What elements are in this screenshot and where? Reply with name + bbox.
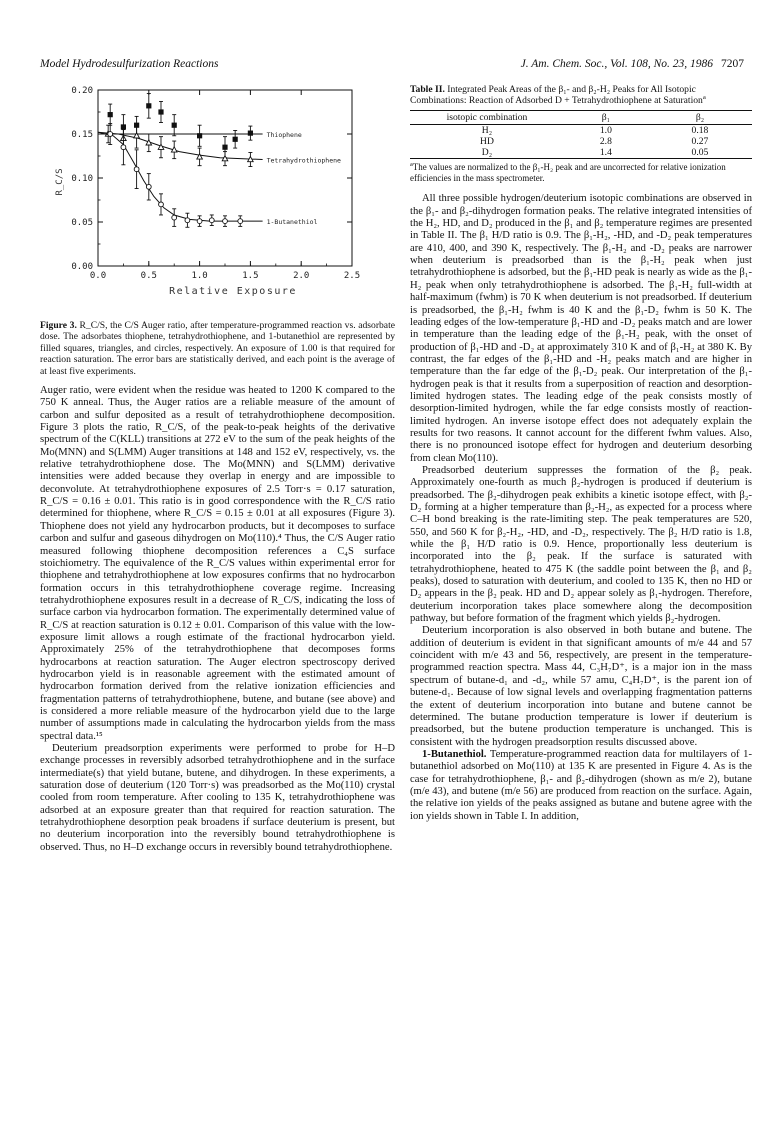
y-tick-label: 0.20	[71, 86, 93, 96]
section-heading-butanethiol: 1-Butanethiol.	[422, 748, 487, 760]
page-number: 7207	[721, 58, 744, 70]
data-point-square	[172, 123, 177, 128]
x-tick-label: 0.0	[89, 271, 107, 281]
table-2-footnote	[410, 162, 752, 184]
data-point-square	[108, 112, 113, 117]
running-header	[40, 58, 744, 74]
table-cell: 0.27	[691, 135, 709, 147]
table-row	[410, 136, 752, 147]
table-cell: 1.4	[599, 146, 612, 158]
table-2-title	[410, 84, 752, 107]
table-cell: HD	[480, 135, 494, 147]
left-paragraph-1: Auger ratio, were evident when the residue was heated to 1200 K compared to the 750 K anneal. Thus, the Auger ratios are a reliable measure of the amount of carbon and sulfur deposited as a result of tetrahydrothiophene decomposition. Figure 3 plots the ratio, R_C/S, of the peak-to-peak heights of the derivative spectrum of the C(KLL) transitions at 272 eV to the sum of the peak heights of the Mo(MNN) and S(LMM) Auger transitions at 148 and 152 eV, respectively, vs. the relative tetrahydrothiophene dose. The Mo(MNN) and S(LMM) derivative intensities were added because they overlap in energy and are impossible to deconvolute. At tetrahydrothiophene exposures of 2.5 Torr·s = 0.17 saturation, R_C/S = 0.16 ± 0.01. This ratio is in good correspondence with the R_C/S ratio determined for thiophene, where R_C/S = 0.15 ± 0.01 at all exposures (Figure 3). Thiophene does not yield any hydrocarbon products, but it decomposes to surface carbon and sulfur and gaseous dihydrogen on Mo(110).⁴ Thus, the C/S Auger ratio measured following thiophene decomposition references a C₄S surface stoichiometry. The equivalence of the R_C/S values within experimental error for thiophene and tetrahydrothiophene at low exposures confirms that no hydrocarbon formation occurs in this tetrahydrothiophene coverage regime. Increasing tetrahydrothiophene exposures result in a decrease of R_C/S, indicating the loss of surface carbon via hydrocarbon formation. The experimentally determined value of R_C/S at reaction saturation is 0.12 ± 0.01. Comparison of this value with the low-exposure limit allows a rough estimate of the fractional hydrocarbon yield. Approximately 25% of the tetrahydrothiophene that decomposes forms hydrocarbons at reaction saturation. The Auger electron spectroscopy derived hydrocarbon yield is in reasonable agreement with the estimated amount of hydrocarbon formation derived from the relative ionization efficiencies and fragmentation patterns of tetrahydrothiophene, butene, and butane (see above) and is considered a more reliable measure of the hydrocarbon yield due to the large number of assumptions made in calculating the hydrocarbon yields from the mass spectral data.¹⁵	[40, 385, 395, 742]
data-point-square	[248, 131, 253, 136]
series-label: Thiophene	[266, 131, 302, 139]
x-tick-label: 2.5	[343, 271, 361, 281]
data-point-square	[158, 109, 163, 114]
series-label: Tetrahydrothiophene	[266, 156, 341, 165]
table-2-title-text: Integrated Peak Areas of the β₁- and β₂-H₂ Peaks for All Isotopic Combinations: Reaction of Adsorbed D + Tetrahydrothiophene at Saturation	[410, 84, 703, 107]
right-body	[410, 193, 752, 823]
table-2-header-beta2: β₂	[695, 111, 705, 123]
right-paragraph-1: All three possible hydrogen/deuterium isotopic combinations are observed in the β₁- and β₂-dihydrogen formation peaks. The relative integrated intensities of the H₂, HD, and D₂ produced in the β₁ and β₂ temperature regimes are presented in Table II. The β₁ H/D ratio is 0.9. The β₁-H₂, -HD, and -D₂ peak temperatures are 410, 400, and 390 K, respectively. The β₁-H₂ and -D₂ peaks are narrower when deuterium is preadsorbed than is the β₁-H₂ peak when just tetrahydrothiophene is adsorbed, but the β₁-HD peak is nearly as wide as the β₁-H₂ peak when only tetrahydrothiophene is adsorbed. The β₁-H₂ full-width at half-maximum (fwhm) is 70 K when deuterium is not preadsorbed. If deuterium is preadsorbed, the β₁-H₂ fwhm is 40 K and the β₁-D₂ fwhm is 50 K. The leading edges of the low-temperature β₁-HD and -D₂ peaks match and are lower in temperature than the leading edge of the β₁-H₂ peak, with the onset of production of β₁-HD and -D₂ at approximately 310 K and of β₁-H₂ at 380 K. By contrast, the far edges of the β₁-HD and -H₂ peaks match and are higher in temperature than the far edge of the β₁-D₂ peak. Our interpretation of the β₁-hydrogen peak is that it results from a superposition of reaction and desorption-limited hydrogen states. The leading edge of the peak consists mostly of desorption-limited hydrogen, while the far edge consists mostly of reaction-limited hydrogen. An inverse isotope effect does not adequately explain the results for two reasons. It cannot account for the different fwhm values. Also, there is no pronounced isotope effect for hydrogen and deuterium desorbing from clean Mo(110).	[410, 193, 752, 464]
data-point-circle	[223, 219, 228, 224]
running-title: Model Hydrodesulfurization Reactions	[40, 58, 219, 70]
data-point-square	[233, 137, 238, 142]
data-point-square	[197, 133, 202, 138]
x-tick-label: 0.5	[140, 271, 157, 281]
series-label: 1-Butanethiol	[266, 218, 318, 227]
left-column	[40, 84, 395, 854]
data-point-circle	[209, 218, 214, 223]
data-point-square	[222, 145, 227, 150]
table-2	[410, 110, 752, 159]
data-point-circle	[108, 132, 113, 137]
table-row	[410, 124, 752, 136]
right-paragraph-2: Preadsorbed deuterium suppresses the formation of the β₂ peak. Approximately one-fourth as much β₂-hydrogen is produced if deuterium is preadsorbed. The β₂-dihydrogen peak exhibits a kinetic isotope effect, with β₂-D₂ forming at a higher temperature than β₂-H₂, as expected for a process where C–H bond breaking is the rate-limiting step. The peak temperatures are 520, 550, and 560 K for β₂-H₂, -HD, and -D₂, respectively. The β₂ H/D ratio is 1.8, while the β₁ H/D ratio is 0.9. Hence, proportionally less deuterium is incorporated into the β₂ peak. If the surface is saturated with tetrahydrothiophene, heated to 475 K (the saddle point between the β₁ and β₂ peaks), dosed to saturation with deuterium, and cooled to 135 K, then no HD or D₂ appears in the β₂ peak. HD and D₂ appear solely as β₁-hydrogen. Therefore, deuterium incorporation takes place somewhere along the decomposition pathway, but before formation of the fragment which yields β₂-hydrogen.	[410, 464, 752, 625]
table-cell: 0.05	[691, 146, 709, 158]
figure-3-label: Figure 3.	[40, 320, 77, 331]
figure-3	[40, 84, 395, 316]
x-tick-label: 1.5	[242, 271, 259, 281]
table-2-header-combination: isotopic combination	[446, 111, 528, 123]
x-tick-label: 1.0	[191, 271, 208, 281]
table-2-label: Table II.	[410, 84, 445, 95]
data-point-circle	[146, 184, 151, 189]
data-point-circle	[185, 218, 190, 223]
data-point-circle	[121, 145, 126, 150]
table-row	[410, 147, 752, 159]
data-point-circle	[197, 219, 202, 224]
data-point-circle	[159, 202, 164, 207]
right-paragraph-4	[410, 749, 752, 823]
data-point-circle	[238, 219, 243, 224]
table-cell: 0.18	[691, 124, 709, 136]
journal-name: J. Am. Chem. Soc., Vol. 108, No. 23, 1986	[520, 58, 713, 70]
table-2-footnote-mark: a	[410, 160, 413, 168]
x-axis-label: Relative Exposure	[169, 286, 297, 297]
right-paragraph-4-text: Temperature-programmed reaction data for multilayers of 1-butanethiol adsorbed on Mo(110) at 135 K are presented in Figure 4. As is the case for tetrahydrothiophene, β₁- and β₂-dihydrogen (shown as m/e 2), butane (m/e 43), and butene (m/e 56) are produced from reaction on the surface. Again, the relative ion yields of the peaks assigned as butane and butene agree with the ion yields shown in Table I. In addition,	[410, 748, 752, 822]
table-cell: H₂	[481, 124, 493, 136]
right-paragraph-3: Deuterium incorporation is also observed in both butane and butene. The addition of deuterium is evident in that significant amounts of m/e 44 and 57 coincident with m/e 43 and 56, respectively, are present in the temperature-programmed reaction spectra. Mass 44, C₃H₇D⁺, is a major ion in the mass spectrum of butane-d₁ and -d₂, while 57 amu, C₄H₇D⁺, is the parent ion of butene-d₁. Because of low signal levels and overlapping fragmentation patterns the extent of deuterium incorporation into butane and butene cannot be determined. The butane production temperature is lower if deuterium is preadsorbed, but the butene production temperature is unchanged. This is consistent with the hydrogen preadsorption results discussed above.	[410, 625, 752, 748]
y-tick-label: 0.00	[71, 262, 93, 272]
x-tick-label: 2.0	[293, 271, 310, 281]
figure-3-chart	[40, 84, 395, 316]
left-body	[40, 385, 395, 854]
left-paragraph-2: Deuterium preadsorption experiments were performed to probe for H–D exchange processes in reversibly adsorbed tetrahydrothiophene and in the surface intermediate(s) that yield butane, butene, and dihydrogen. In these experiments, a saturation dose of deuterium (120 Torr·s) was preadsorbed as the Mo(110) crystal cooled from room temperature. After cooling to 135 K, tetrahydrothiophene was adsorbed at an exposure greater than that required for reaction saturation. The tetrahydrothiophene desorption peak broadens if surface deuterium is present, but no deuterium incorporation into the reversibly bound tetrahydrothiophene is observed. Thus, no H–D exchange occurs in reversibly bound tetrahydrothiophene.	[40, 743, 395, 853]
figure-3-caption	[40, 320, 395, 377]
right-column	[410, 84, 752, 823]
table-2-header-beta1: β₁	[601, 111, 610, 123]
y-tick-label: 0.05	[71, 218, 93, 228]
figure-3-caption-text: R_C/S, the C/S Auger ratio, after temperature-programmed reaction vs. adsorbate dose. The adsorbates thiophene, tetrahydrothiophene, and 1-butanethiol are represented by filled squares, triangles, and circles, respectively. An exposure of 1.00 is that required for reaction saturation. The error bars are statistically derived, and each point is the average of at least five experiments.	[40, 320, 395, 377]
y-axis-label: R_C/S	[55, 168, 65, 196]
table-cell: D₂	[481, 146, 493, 158]
y-tick-label: 0.10	[71, 174, 93, 184]
data-point-circle	[134, 167, 139, 172]
table-cell: 1.0	[599, 124, 612, 136]
data-point-square	[146, 103, 151, 108]
table-cell: 2.8	[599, 135, 612, 147]
data-point-circle	[172, 215, 177, 220]
journal-citation	[521, 58, 744, 70]
table-2-footnote-text: The values are normalized to the β₁-H₂ peak and are uncorrected for relative ionization efficiencies in the mass spectrometer.	[410, 161, 726, 183]
y-tick-label: 0.15	[71, 130, 93, 140]
table-2-title-mark: a	[702, 94, 706, 102]
